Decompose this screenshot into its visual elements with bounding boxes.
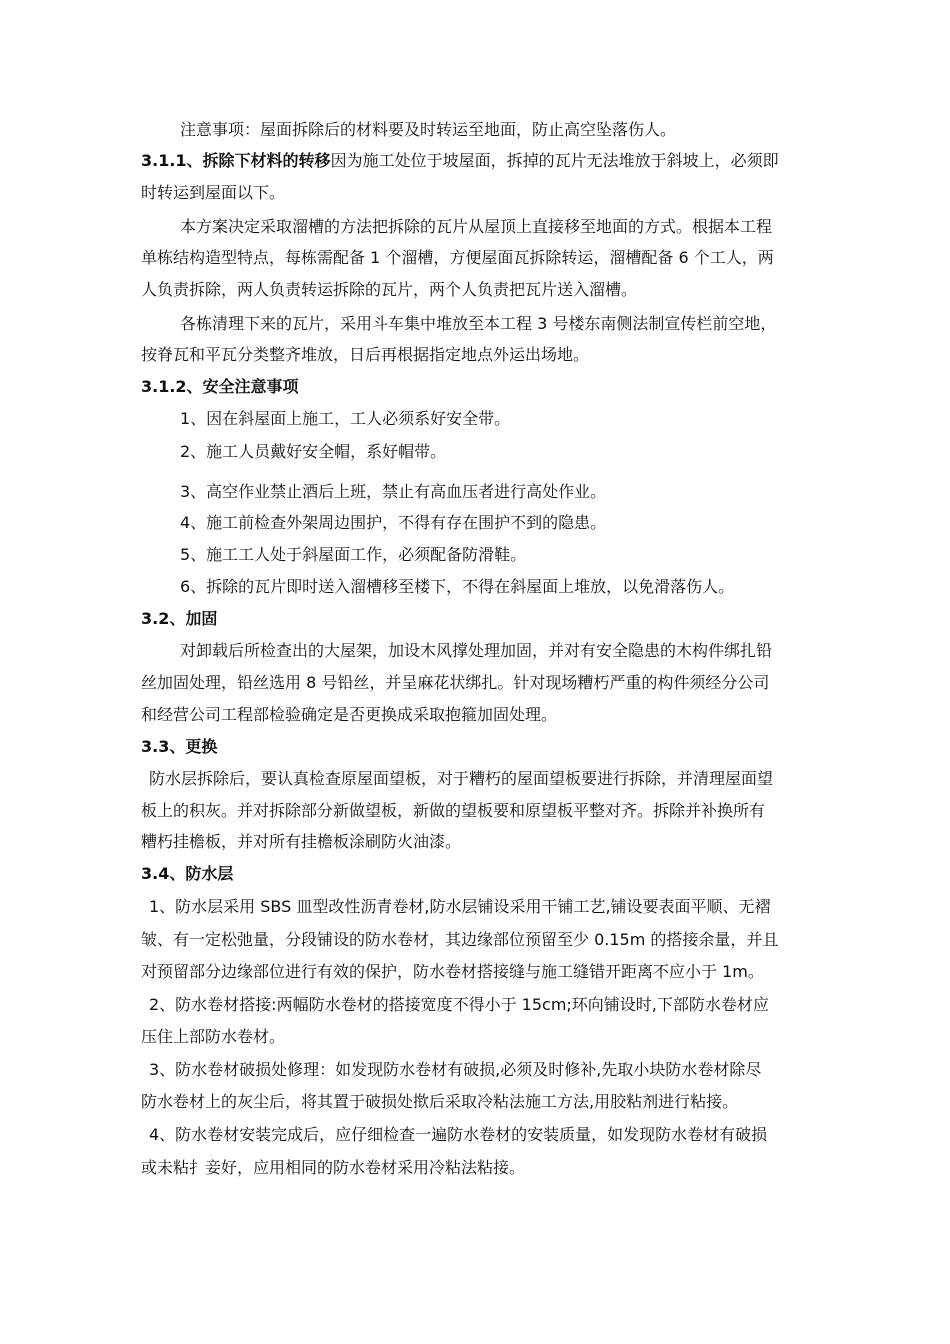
paragraph-note: 注意事项：屋面拆除后的材料要及时转运至地面，防止高空坠落伤人。 <box>180 120 677 139</box>
list-item: 2、防水卷材搭接:两幅防水卷材的搭接宽度不得小于 15cm;环向铺设时,下部防水卷材应 <box>149 995 769 1014</box>
text-line: 压住上部防水卷材。 <box>141 1027 286 1046</box>
list-item: 1、因在斜屋面上施工，工人必须系好安全带。 <box>180 409 511 428</box>
list-item: 3、高空作业禁止酒后上班，禁止有高血压者进行高处作业。 <box>180 482 607 501</box>
list-item: 6、拆除的瓦片即时送入溜槽移至楼下，不得在斜屋面上堆放，以免滑落伤人。 <box>180 577 735 596</box>
text-line: 皱、有一定松弛量，分段铺设的防水卷材，其边缘部位预留至少 0.15m 的搭接余量，并且 <box>141 930 779 949</box>
text-line: 防水层拆除后，要认真检查原屋面望板，对于糟朽的屋面望板要进行拆除，并清理屋面望 <box>149 769 774 788</box>
heading-3-1-2: 3.1.2、安全注意事项 <box>141 377 299 396</box>
list-item: 4、施工前检查外架周边围护，不得有存在围护不到的隐患。 <box>180 513 607 532</box>
text-line: 时转运到屋面以下。 <box>141 183 286 202</box>
text-line: 和经营公司工程部检验确定是否更换成采取抱箍加固处理。 <box>141 705 558 724</box>
text-line: 本方案决定采取溜槽的方法把拆除的瓦片从屋顶上直接移至地面的方式。根据本工程 <box>180 217 773 236</box>
text-line: 丝加固处理，铅丝选用 8 号铅丝，并呈麻花状绑扎。针对现场糟朽严重的构件须经分公司 <box>141 673 770 692</box>
text-line: 防水卷材上的灰尘后，将其置于破损处揿后采取冷粘法施工方法,用胶粘剂进行粘接。 <box>141 1092 739 1111</box>
list-item: 4、防水卷材安装完成后，应仔细检查一遍防水卷材的安装质量，如发现防水卷材有破损 <box>149 1125 768 1144</box>
text-line: 按脊瓦和平瓦分类整齐堆放，日后再根据指定地点外运出场地。 <box>141 345 590 364</box>
list-item: 2、施工人员戴好安全帽，系好帽带。 <box>180 442 447 461</box>
text-line: 板上的积灰。并对拆除部分新做望板，新做的望板要和原望板平整对齐。拆除并补换所有 <box>141 801 766 820</box>
paragraph-3-1-1-first-line <box>141 150 779 172</box>
text-line: 对预留部分边缘部位进行有效的保护，防水卷材搭接缝与施工缝错开距离不应小于 1m。 <box>141 962 764 981</box>
heading-3-1-1: 3.1.1、拆除下材料的转移 <box>141 151 331 170</box>
text-line: 单栋结构造型特点，每栋需配备 1 个溜槽，方便屋面瓦拆除转运，溜槽配备 6 个工人，两 <box>141 248 774 267</box>
text-line: 糟朽挂檐板，并对所有挂檐板涂刷防火油漆。 <box>141 832 462 851</box>
heading-3-3: 3.3、更换 <box>141 737 218 756</box>
list-item: 3、防水卷材破损处修理：如发现防水卷材有破损,必须及时修补,先取小块防水卷材除尽 <box>149 1060 762 1079</box>
list-item: 1、防水层采用 SBS 皿型改性沥青卷材,防水层铺设采用干铺工艺,铺设要表面平顺、无褶 <box>149 897 771 916</box>
list-item: 5、施工工人处于斜屋面工作，必须配备防滑鞋。 <box>180 545 527 564</box>
text-line: 各栋清理下来的瓦片，采用斗车集中堆放至本工程 3 号楼东南侧法制宣传栏前空地， <box>180 314 777 333</box>
heading-3-4: 3.4、防水层 <box>141 864 234 883</box>
text-line: 或未粘扌妾好，应用相同的防水卷材采用冷粘法粘接。 <box>141 1158 526 1177</box>
heading-3-2: 3.2、加固 <box>141 609 218 628</box>
paragraph-3-1-1-text: 因为施工处位于坡屋面，拆掉的瓦片无法堆放于斜坡上，必须即 <box>330 151 779 170</box>
text-line: 对卸载后所检查出的大屋架，加设木风撑处理加固，并对有安全隐患的木构件绑扎铅 <box>180 641 773 660</box>
text-line: 人负责拆除，两人负责转运拆除的瓦片，两个人负责把瓦片送入溜槽。 <box>141 280 638 299</box>
